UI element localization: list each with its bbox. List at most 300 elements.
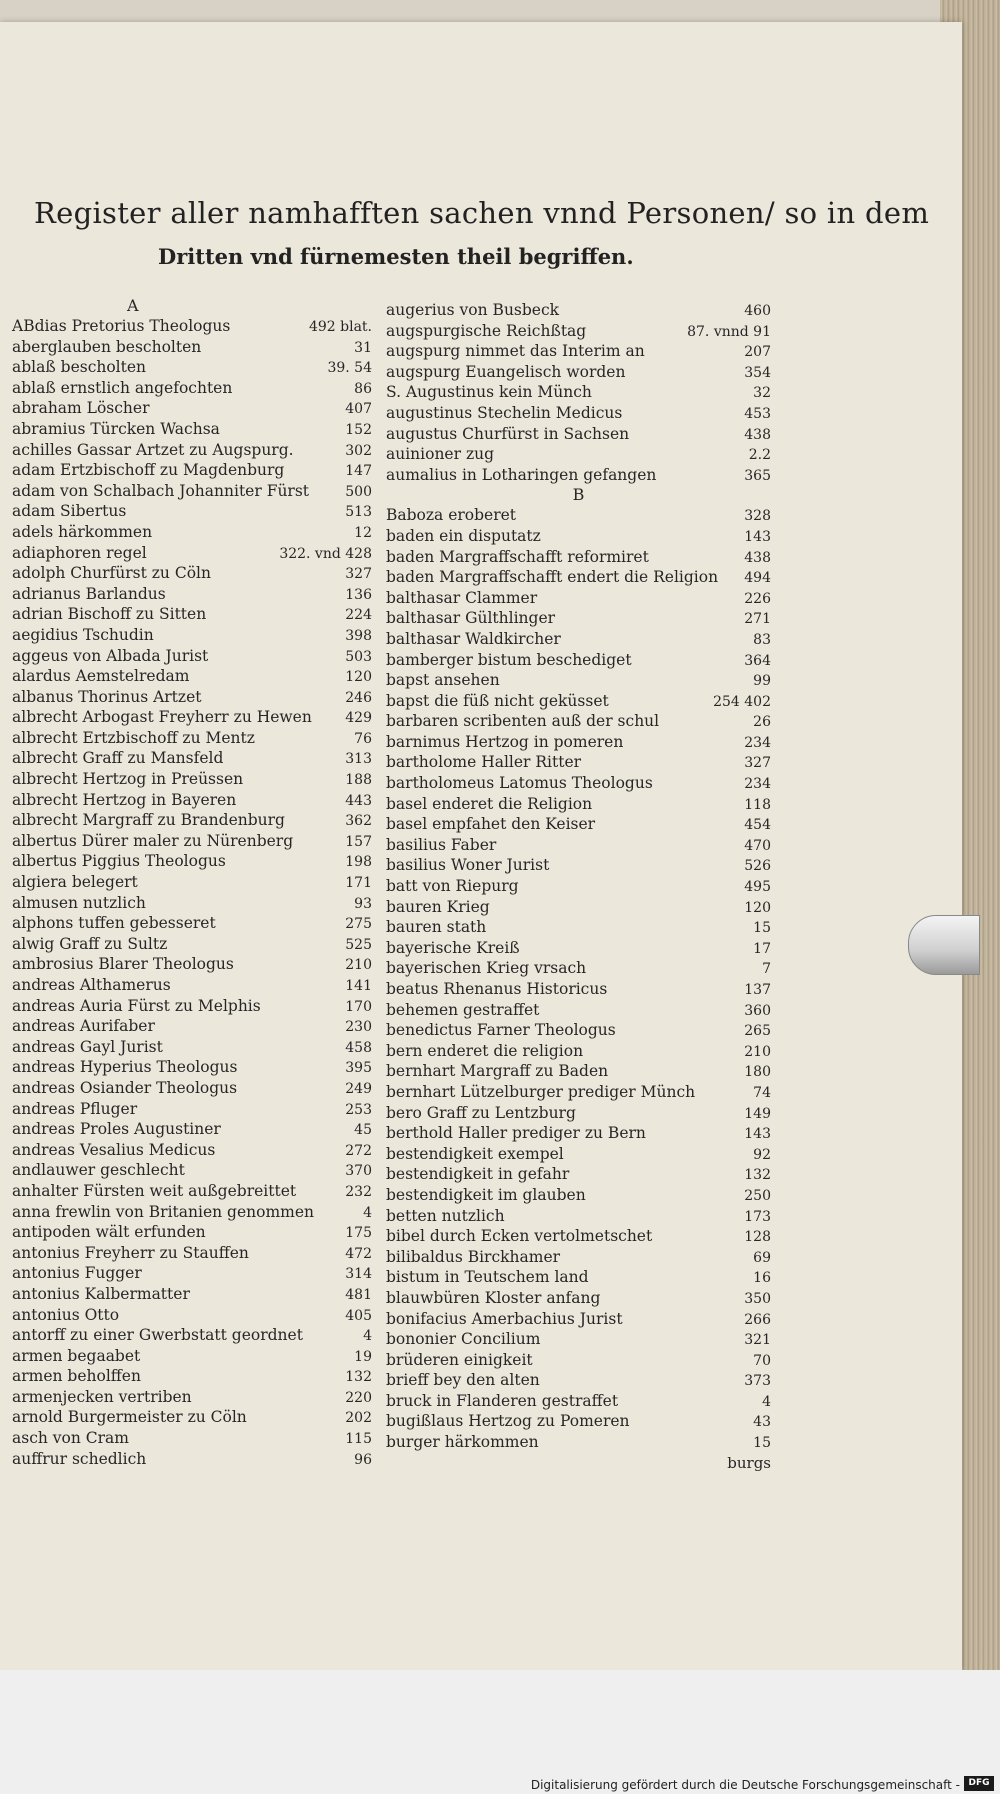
index-entry <box>12 1366 372 1387</box>
entry-term: bonifacius Amerbachius Jurist <box>386 1309 623 1328</box>
entry-page-number: 230 <box>345 1019 372 1036</box>
entry-term: augerius von Busbeck <box>386 301 560 319</box>
index-entry <box>386 1309 771 1330</box>
left-column <box>12 296 372 1469</box>
entry-term: bugißlaus Hertzog zu Pomeren <box>386 1412 630 1431</box>
entry-term: armenjecken vertriben <box>12 1387 192 1406</box>
entry-term: augustinus Stechelin Medicus <box>386 403 623 422</box>
index-entry <box>12 1078 372 1099</box>
entry-page-number: 118 <box>744 796 771 813</box>
index-entry <box>386 1164 771 1185</box>
index-entry <box>12 357 372 378</box>
entry-term: albrecht Hertzog in Bayeren <box>12 790 237 809</box>
entry-page-number: 4 <box>363 1204 372 1221</box>
entry-page-number: 398 <box>345 627 372 644</box>
index-entry <box>12 1140 372 1161</box>
entry-term: bruck in Flanderen gestraffet <box>386 1391 619 1410</box>
entry-term: baden Margraffschafft endert die Religion <box>386 568 719 587</box>
entry-page-number: 83 <box>753 631 771 648</box>
entry-term: blauwbüren Kloster anfang <box>386 1288 601 1307</box>
entry-page-number: 226 <box>744 590 771 607</box>
entry-page-number: 249 <box>345 1080 372 1097</box>
entry-term: barnimus Hertzog in pomeren <box>386 732 624 751</box>
entry-term: baden Margraffschafft reformiret <box>386 547 649 566</box>
entry-term: antonius Fugger <box>12 1264 142 1283</box>
entry-page-number: 115 <box>345 1431 372 1448</box>
entry-term: andreas Hyperius Theologus <box>12 1058 238 1077</box>
index-entry <box>12 666 372 687</box>
entry-term: bernhart Lützelburger prediger Münch <box>386 1082 696 1101</box>
index-entry <box>12 440 372 461</box>
entry-page-number: 152 <box>345 421 372 438</box>
entry-term: andreas Vesalius Medicus <box>12 1140 216 1159</box>
entry-term: bern enderet die religion <box>386 1041 584 1060</box>
entry-page-number: 429 <box>345 710 372 727</box>
entry-page-number: 250 <box>744 1187 771 1204</box>
entry-page-number: 143 <box>744 528 771 545</box>
entry-page-number: 210 <box>345 957 372 974</box>
entry-page-number: 136 <box>345 586 372 603</box>
entry-page-number: 39. 54 <box>327 360 372 377</box>
entry-page-number: 254 402 <box>713 693 771 710</box>
entry-term: albrecht Arbogast Freyherr zu Hewen <box>12 708 312 727</box>
entry-page-number: 234 <box>744 734 771 751</box>
entry-term: bestendigkeit in gefahr <box>386 1165 570 1184</box>
entry-term: baden ein disputatz <box>386 526 541 545</box>
index-entry <box>12 1346 372 1367</box>
index-entry <box>12 1057 372 1078</box>
entry-term: alphons tuffen gebesseret <box>12 914 216 933</box>
index-entry <box>12 831 372 852</box>
index-entry <box>12 1181 372 1202</box>
index-entry <box>386 1267 771 1288</box>
index-entry <box>386 1000 771 1021</box>
index-entry <box>386 691 771 712</box>
entry-term: auinioner zug <box>386 445 495 464</box>
entry-term: augspurg Euangelisch worden <box>386 362 626 381</box>
entry-term: alwig Graff zu Sultz <box>12 934 168 953</box>
entry-term: beatus Rhenanus Historicus <box>386 980 608 998</box>
entry-term: bartholomeus Latomus Theologus <box>386 774 653 793</box>
index-entry <box>386 465 771 486</box>
entry-page-number: 327 <box>744 755 771 772</box>
index-entry <box>386 1082 771 1103</box>
index-entry <box>12 604 372 625</box>
entry-page-number: 180 <box>744 1064 771 1081</box>
scan-background <box>0 1670 1000 1794</box>
index-entry <box>12 769 372 790</box>
index-entry <box>386 1288 771 1309</box>
entry-page-number: 234 <box>744 776 771 793</box>
entry-term: albrecht Graff zu Mansfeld <box>12 749 224 768</box>
right-entry-list-b <box>386 505 771 1452</box>
entry-page-number: 15 <box>753 920 771 937</box>
entry-term: anna frewlin von Britanien genommen <box>12 1202 314 1221</box>
register-subtitle: Dritten vnd fürnemesten theil begriffen. <box>158 244 634 269</box>
entry-page-number: 370 <box>345 1163 372 1180</box>
index-entry <box>386 855 771 876</box>
dfg-logo-icon: DFG <box>964 1776 994 1791</box>
index-entry <box>386 608 771 629</box>
entry-page-number: 492 blat. <box>308 319 372 335</box>
index-entry <box>386 321 771 342</box>
entry-page-number: 120 <box>345 669 372 686</box>
entry-page-number: 147 <box>345 463 372 480</box>
index-entry <box>12 851 372 872</box>
entry-page-number: 76 <box>354 730 372 747</box>
entry-page-number: 272 <box>345 1142 372 1159</box>
entry-term: burger härkommen <box>386 1433 539 1452</box>
entry-term: adrian Bischoff zu Sitten <box>12 605 207 624</box>
index-entry <box>386 341 771 362</box>
entry-page-number: 500 <box>345 483 372 500</box>
entry-page-number: 43 <box>753 1414 771 1431</box>
entry-term: andreas Proles Augustiner <box>12 1120 221 1139</box>
entry-term: andreas Pfluger <box>12 1099 138 1118</box>
index-entry <box>12 584 372 605</box>
entry-term: andreas Althamerus <box>12 976 171 994</box>
section-letter-b: B <box>572 485 585 505</box>
index-entry <box>386 424 771 445</box>
entry-term: abramius Türcken Wachsa <box>12 419 220 438</box>
entry-page-number: 232 <box>345 1183 372 1200</box>
entry-term: albertus Piggius Theologus <box>12 852 226 871</box>
entry-page-number: 495 <box>744 879 771 896</box>
index-entry <box>386 1206 771 1227</box>
entry-page-number: 175 <box>345 1225 372 1242</box>
entry-page-number: 157 <box>345 833 372 850</box>
index-entry <box>12 934 372 955</box>
index-entry <box>12 563 372 584</box>
entry-page-number: 70 <box>753 1352 771 1369</box>
catchword: burgs <box>727 1453 771 1472</box>
entry-page-number: 143 <box>744 1126 771 1143</box>
entry-term: andreas Auria Fürst zu Melphis <box>12 996 261 1015</box>
entry-page-number: 360 <box>744 1002 771 1019</box>
entry-page-number: 198 <box>345 854 372 871</box>
entry-term: basel enderet die Religion <box>386 794 593 813</box>
entry-page-number: 481 <box>345 1286 372 1303</box>
entry-term: adam Ertzbischoff zu Magdenburg <box>12 461 285 480</box>
entry-term: Baboza eroberet <box>386 506 517 525</box>
index-entry <box>12 337 372 358</box>
index-entry <box>386 505 771 526</box>
entry-term: adrianus Barlandus <box>12 584 166 603</box>
entry-page-number: 26 <box>753 714 771 731</box>
entry-term: bauren stath <box>386 918 487 937</box>
entry-page-number: 132 <box>744 1167 771 1184</box>
entry-page-number: 210 <box>744 1043 771 1060</box>
index-entry <box>12 501 372 522</box>
index-entry <box>386 1144 771 1165</box>
entry-page-number: 438 <box>744 549 771 566</box>
index-entry <box>12 1325 372 1346</box>
entry-page-number: 253 <box>345 1101 372 1118</box>
index-entry <box>12 728 372 749</box>
entry-page-number: 275 <box>345 916 372 933</box>
index-entry <box>386 1123 771 1144</box>
index-entry <box>12 975 372 996</box>
entry-page-number: 224 <box>345 607 372 624</box>
digitization-credit: Digitalisierung gefördert durch die Deutsche Forschungsgemeinschaft - <box>530 1778 960 1792</box>
entry-term: albrecht Margraff zu Brandenburg <box>12 811 285 830</box>
index-entry <box>386 382 771 403</box>
index-entry <box>386 938 771 959</box>
entry-term: batt von Riepurg <box>386 877 519 896</box>
index-entry <box>386 794 771 815</box>
entry-page-number: 202 <box>345 1410 372 1427</box>
entry-term: bononier Concilium <box>386 1330 541 1349</box>
entry-term: andlauwer geschlecht <box>12 1161 185 1180</box>
index-entry <box>386 1185 771 1206</box>
entry-term: auffrur schedlich <box>12 1449 147 1468</box>
entry-term: basel empfahet den Keiser <box>386 815 596 834</box>
entry-term: benedictus Farner Theologus <box>386 1021 616 1040</box>
entry-page-number: 362 <box>345 813 372 830</box>
entry-term: arnold Burgermeister zu Cöln <box>12 1408 247 1427</box>
entry-term: brüderen einigkeit <box>386 1350 533 1369</box>
index-entry <box>386 1370 771 1391</box>
index-entry <box>12 707 372 728</box>
entry-term: adolph Churfürst zu Cöln <box>12 564 211 583</box>
index-entry <box>12 954 372 975</box>
entry-term: antonius Freyherr zu Stauffen <box>12 1243 249 1262</box>
index-entry <box>386 917 771 938</box>
index-entry <box>12 1284 372 1305</box>
entry-term: bistum in Teutschem land <box>386 1268 589 1287</box>
index-entry <box>386 1226 771 1247</box>
entry-page-number: 32 <box>753 385 771 402</box>
entry-page-number: 188 <box>345 772 372 789</box>
entry-term: aggeus von Albada Jurist <box>12 646 209 665</box>
entry-page-number: 470 <box>744 837 771 854</box>
entry-term: armen beholffen <box>12 1367 141 1386</box>
entry-term: brieff bey den alten <box>386 1371 540 1390</box>
right-column <box>386 300 771 1473</box>
entry-term: berthold Haller prediger zu Bern <box>386 1124 646 1143</box>
entry-page-number: 438 <box>744 426 771 443</box>
entry-page-number: 314 <box>345 1266 372 1283</box>
index-entry <box>386 1411 771 1432</box>
index-entry <box>12 1387 372 1408</box>
entry-page-number: 132 <box>345 1369 372 1386</box>
entry-term: behemen gestraffet <box>386 1000 540 1019</box>
entry-page-number: 92 <box>753 1146 771 1163</box>
index-entry <box>12 1037 372 1058</box>
entry-page-number: 4 <box>762 1393 771 1410</box>
entry-term: alardus Aemstelredam <box>12 667 190 686</box>
entry-page-number: 453 <box>744 405 771 422</box>
entry-term: abraham Löscher <box>12 399 150 418</box>
index-entry <box>12 625 372 646</box>
entry-term: ablaß bescholten <box>12 358 147 377</box>
entry-term: S. Augustinus kein Münch <box>386 383 592 402</box>
index-entry <box>12 687 372 708</box>
index-entry <box>386 362 771 383</box>
entry-term: basilius Faber <box>386 835 497 854</box>
index-entry <box>386 979 771 1000</box>
entry-page-number: 405 <box>345 1307 372 1324</box>
entry-page-number: 322. vnd 428 <box>279 545 372 562</box>
entry-term: basilius Woner Jurist <box>386 856 550 875</box>
entry-term: adels härkommen <box>12 522 153 541</box>
entry-term: albanus Thorinus Artzet <box>12 687 202 706</box>
index-entry <box>12 1016 372 1037</box>
entry-term: andreas Osiander Theologus <box>12 1078 238 1097</box>
entry-page-number: 472 <box>345 1245 372 1262</box>
entry-page-number: 328 <box>744 508 771 525</box>
entry-term: bayerischen Krieg vrsach <box>386 959 587 978</box>
entry-term: adam von Schalbach Johanniter Fürst <box>12 481 310 500</box>
entry-term: bayerische Kreiß <box>386 938 520 957</box>
entry-term: antonius Kalbermatter <box>12 1284 190 1303</box>
index-entry <box>12 1263 372 1284</box>
entry-page-number: 354 <box>744 364 771 381</box>
index-entry <box>12 646 372 667</box>
index-entry <box>12 460 372 481</box>
index-entry <box>12 1119 372 1140</box>
entry-page-number: 395 <box>345 1060 372 1077</box>
index-entry <box>12 790 372 811</box>
index-entry <box>386 547 771 568</box>
entry-page-number: 458 <box>345 1039 372 1056</box>
entry-page-number: 266 <box>744 1311 771 1328</box>
entry-term: aumalius in Lotharingen gefangen <box>386 465 657 484</box>
entry-term: ablaß ernstlich angefochten <box>12 378 233 397</box>
entry-page-number: 99 <box>753 673 771 690</box>
entry-term: andreas Aurifaber <box>12 1017 155 1036</box>
entry-term: armen begaabet <box>12 1346 141 1365</box>
entry-page-number: 2.2 <box>748 447 771 464</box>
index-entry <box>386 835 771 856</box>
index-entry <box>386 773 771 794</box>
index-entry <box>386 1041 771 1062</box>
entry-page-number: 93 <box>354 895 372 912</box>
entry-term: adam Sibertus <box>12 502 127 521</box>
index-entry <box>12 398 372 419</box>
index-entry <box>12 1407 372 1428</box>
entry-term: ambrosius Blarer Theologus <box>12 955 234 974</box>
entry-page-number: 173 <box>744 1208 771 1225</box>
entry-page-number: 4 <box>363 1328 372 1345</box>
entry-page-number: 350 <box>744 1290 771 1307</box>
index-entry <box>12 1243 372 1264</box>
index-entry <box>386 1247 771 1268</box>
index-entry <box>386 1020 771 1041</box>
entry-page-number: 149 <box>744 1105 771 1122</box>
entry-term: anhalter Fürsten weit außgebreittet <box>12 1181 297 1200</box>
index-entry <box>12 378 372 399</box>
index-entry <box>12 996 372 1017</box>
index-entry <box>386 1350 771 1371</box>
entry-term: bapst ansehen <box>386 671 500 690</box>
index-entry <box>12 522 372 543</box>
entry-page-number: 503 <box>345 648 372 665</box>
index-entry <box>12 1099 372 1120</box>
index-entry <box>12 1160 372 1181</box>
entry-term: bestendigkeit exempel <box>386 1144 564 1163</box>
entry-page-number: 513 <box>345 504 372 521</box>
index-entry <box>386 752 771 773</box>
entry-page-number: 302 <box>345 442 372 459</box>
entry-term: bestendigkeit im glauben <box>386 1185 586 1204</box>
entry-page-number: 460 <box>744 303 771 319</box>
entry-term: antipoden wält erfunden <box>12 1223 206 1242</box>
index-entry <box>386 876 771 897</box>
entry-term: barbaren scribenten auß der schul <box>386 712 660 731</box>
entry-term: andreas Gayl Jurist <box>12 1037 163 1056</box>
entry-term: aberglauben bescholten <box>12 337 202 356</box>
entry-term: asch von Cram <box>12 1429 129 1448</box>
entry-term: almusen nutzlich <box>12 893 146 912</box>
entry-page-number: 7 <box>762 961 771 978</box>
index-entry <box>386 814 771 835</box>
entry-page-number: 207 <box>744 344 771 361</box>
left-entry-list <box>12 316 372 1469</box>
entry-page-number: 16 <box>753 1270 771 1287</box>
index-entry <box>12 1202 372 1223</box>
entry-term: balthasar Waldkircher <box>386 629 561 648</box>
entry-page-number: 171 <box>345 875 372 892</box>
entry-term: antorff zu einer Gwerbstatt geordnet <box>12 1326 303 1345</box>
entry-page-number: 327 <box>345 566 372 583</box>
entry-page-number: 31 <box>354 339 372 356</box>
index-entry <box>12 913 372 934</box>
entry-page-number: 120 <box>744 899 771 916</box>
index-entry <box>386 1329 771 1350</box>
index-entry <box>386 629 771 650</box>
index-entry <box>12 872 372 893</box>
register-title: Register aller namhafften sachen vnnd Personen/ so in dem <box>34 196 930 230</box>
entry-term: bartholome Haller Ritter <box>386 753 582 772</box>
entry-term: adiaphoren regel <box>12 543 147 562</box>
index-entry <box>12 810 372 831</box>
index-entry <box>12 1222 372 1243</box>
entry-page-number: 86 <box>354 380 372 397</box>
index-entry <box>12 481 372 502</box>
index-entry <box>386 711 771 732</box>
entry-page-number: 170 <box>345 998 372 1015</box>
entry-term: augspurgische Reichßtag <box>386 321 587 340</box>
index-entry <box>386 958 771 979</box>
entry-page-number: 407 <box>345 401 372 418</box>
entry-term: algiera belegert <box>12 873 138 892</box>
index-entry <box>386 567 771 588</box>
entry-page-number: 96 <box>354 1451 372 1468</box>
entry-term: bernhart Margraff zu Baden <box>386 1062 609 1081</box>
entry-term: balthasar Clammer <box>386 588 538 607</box>
index-entry <box>386 650 771 671</box>
entry-term: balthasar Gülthlinger <box>386 609 556 628</box>
index-entry <box>386 1432 771 1453</box>
entry-term: augustus Churfürst in Sachsen <box>386 424 630 443</box>
index-entry <box>12 1305 372 1326</box>
index-entry <box>386 403 771 424</box>
entry-page-number: 271 <box>744 611 771 628</box>
entry-page-number: 12 <box>354 524 372 541</box>
index-entry <box>12 419 372 440</box>
index-entry <box>386 1061 771 1082</box>
entry-page-number: 87. vnnd 91 <box>687 323 771 340</box>
entry-term: bibel durch Ecken vertolmetschet <box>386 1227 653 1246</box>
index-entry <box>386 588 771 609</box>
entry-term: betten nutzlich <box>386 1206 505 1225</box>
entry-term: bero Graff zu Lentzburg <box>386 1103 576 1122</box>
entry-page-number: 365 <box>744 467 771 484</box>
entry-term: bilibaldus Birckhamer <box>386 1247 561 1266</box>
right-entry-list-a <box>386 300 771 485</box>
entry-page-number: 321 <box>744 1332 771 1349</box>
